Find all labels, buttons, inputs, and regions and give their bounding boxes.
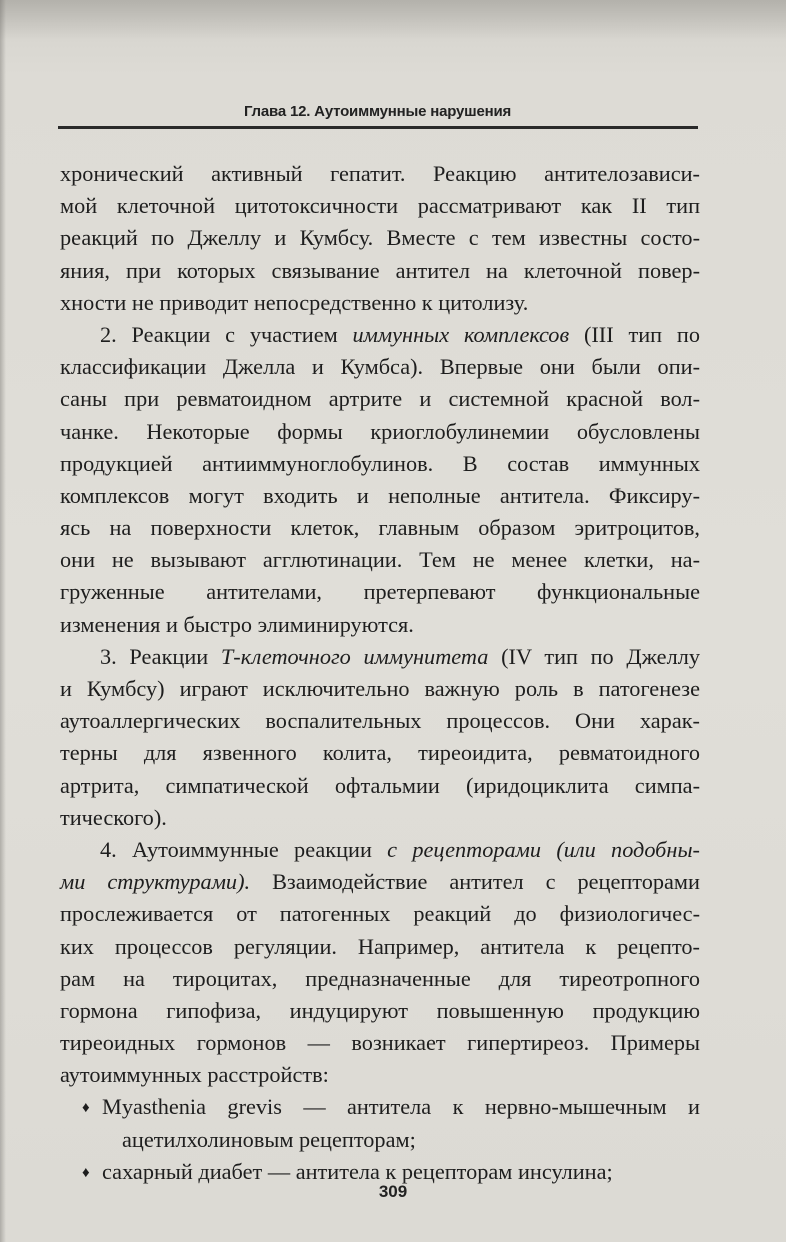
text-line: аутоаллергических воспалительных процессов. Они харак- <box>60 708 700 734</box>
text-line: изменения и быстро элиминируются. <box>60 611 414 637</box>
italic-term: Т-клеточного иммунитета <box>220 643 489 669</box>
page-number: 309 <box>378 1182 408 1201</box>
body-text <box>60 158 700 1188</box>
text-line: и Кумбсу) играют исключительно важную роль в патогенезе <box>60 676 700 701</box>
bullet-text: сахарный диабет — антитела к рецепторам инсулина; <box>102 1158 613 1184</box>
diamond-bullet-icon: ♦ <box>82 1164 90 1181</box>
text-span: (IV тип по Джеллу <box>488 643 700 669</box>
text-line <box>60 866 700 898</box>
italic-term: с рецепторами (или подобны- <box>387 836 700 862</box>
text-line: прослеживается от патогенных реакций до физиологичес- <box>60 901 700 927</box>
scan-shadow <box>0 0 786 40</box>
paragraph-first-line <box>60 641 700 673</box>
text-line: артрита, симпатической офтальмии (иридоциклита симпа- <box>60 772 700 798</box>
text-line: ясь на поверхности клеток, главным образом эритроцитов, <box>60 515 700 541</box>
italic-term: иммунных комплексов <box>352 321 570 347</box>
text-span: Взаимодействие антител с рецепторами <box>250 869 700 895</box>
text-line: продукцией антииммуноглобулинов. В состав иммунных <box>60 450 700 476</box>
paragraph-first-line <box>60 319 700 351</box>
text-line: комплексов могут входить и неполные антитела. Фиксиру- <box>60 482 700 508</box>
text-line: яния, при которых связывание антител на клеточной повер- <box>60 257 700 283</box>
text-line: груженные антителами, претерпевают функциональные <box>60 579 700 605</box>
text-span: 4. Аутоиммунные реакции <box>100 836 388 862</box>
text-line: мой клеточной цитотоксичности рассматривают как II тип <box>60 193 700 219</box>
page-edge-shadow <box>0 0 6 1242</box>
bullet-item <box>60 1091 700 1123</box>
text-line: терны для язвенного колита, тиреоидита, ревматоидного <box>60 740 700 766</box>
bullet-continuation: ацетилхолиновым рецепторам; <box>122 1126 416 1152</box>
text-line: тического). <box>60 804 167 830</box>
text-line: тиреоидных гормонов — возникает гипертиреоз. Примеры <box>60 1030 700 1056</box>
text-line: аутоиммунных расстройств: <box>60 1062 329 1088</box>
text-line: чанке. Некоторые формы криоглобулинемии обусловлены <box>60 418 700 444</box>
text-line: хности не приводит непосредственно к цитолизу. <box>60 289 529 315</box>
chapter-title: Глава 12. Аутоиммунные нарушения <box>244 103 512 120</box>
paragraph-first-line <box>60 834 700 866</box>
running-header <box>58 96 698 129</box>
italic-term: ми структурами). <box>60 869 251 895</box>
text-line: саны при ревматоидном артрите и системной красной вол- <box>60 386 700 412</box>
text-span: (III тип по <box>569 321 700 347</box>
text-line: хронический активный гепатит. Реакцию антителозависи- <box>60 161 700 186</box>
text-line: классификации Джелла и Кумбса). Впервые они были опи- <box>60 354 700 380</box>
text-line: гормона гипофиза, индуцируют повышенную продукцию <box>60 997 700 1023</box>
text-line: рам на тироцитах, предназначенные для тиреотропного <box>60 965 700 991</box>
text-span: 3. Реакции <box>100 643 221 669</box>
bullet-text: Myasthenia grevis — антитела к нервно-мышечным и <box>102 1094 700 1120</box>
text-line: реакций по Джеллу и Кумбсу. Вместе с тем известны состо- <box>60 225 700 251</box>
diamond-bullet-icon: ♦ <box>82 1100 90 1117</box>
text-line: они не вызывают агглютинации. Тем не менее клетки, на- <box>60 547 700 573</box>
text-line: ких процессов регуляции. Например, антитела к рецепто- <box>60 933 700 959</box>
text-span: 2. Реакции с участием <box>100 321 353 347</box>
